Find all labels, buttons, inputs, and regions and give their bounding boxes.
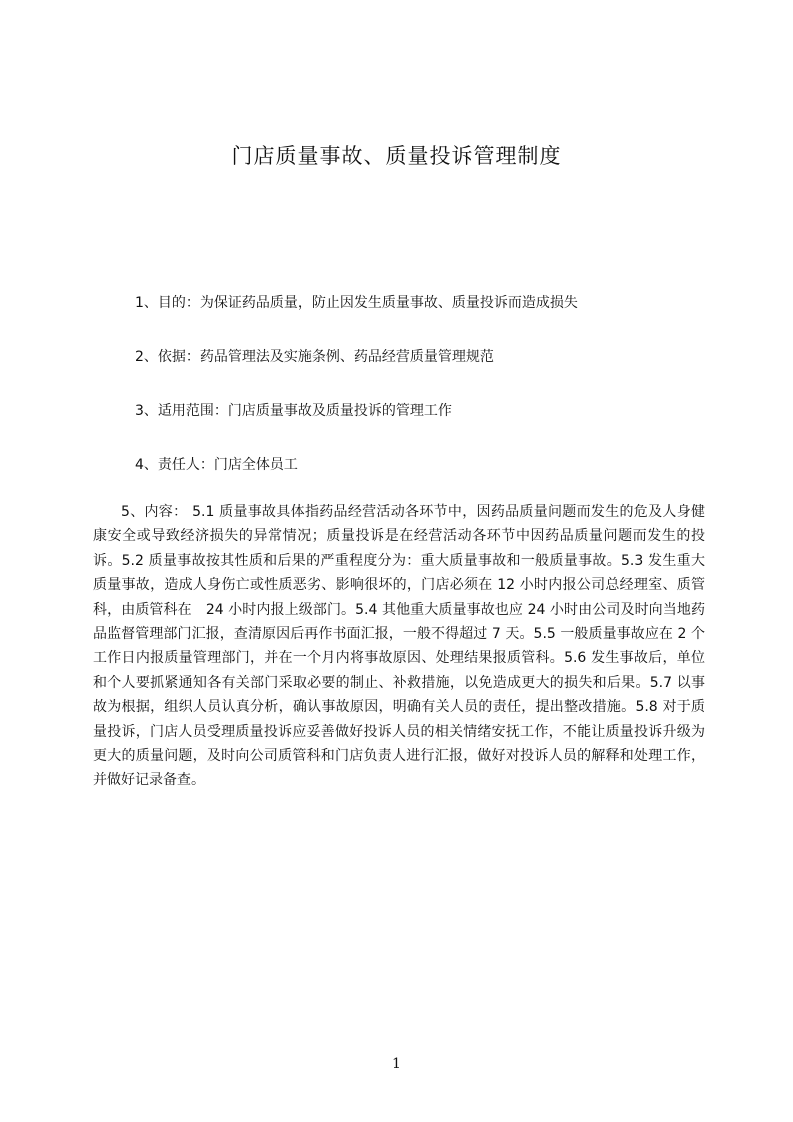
scope-item: 3、适用范围：门店质量事故及质量投诉的管理工作 [135,403,452,419]
responsible-item: 4、责任人：门店全体员工 [135,457,298,473]
content-paragraph: 5、内容： 5.1 质量事故具体指药品经营活动各环节中，因药品质量问题而发生的危及人身健康安全或导致经济损失的异常情况；质量投诉是在经营活动各环节中因药品质量问题而发生的投诉。5.2 质量事故按其性质和后果的严重程度分为：重大质量事故和一般质量事故。5.3 发生重大质量事故，造成人身伤亡或性质恶劣、影响很坏的，门店必须在 12 小时内报公司总经理室、质管科，由质管科在 24 小时内报上级部门。5.4 其他重大质量事故也应 24 小时由公司及时向当地药品监督管理部门汇报，查清原因后再作书面汇报，一般不得超过 7 天。5.5 一般质量事故应在 2 个工作日内报质量管理部门，并在一个月内将事故原因、处理结果报质管科。5.6 发生事故后，单位和个人要抓紧通知各有关部门采取必要的制止、补救措施，以免造成更大的损失和后果。5.7 以事故为根据，组织人员认真分析，确认事故原因，明确有关人员的责任，提出整改措施。5.8 对于质量投诉，门店人员受理质量投诉应妥善做好投诉人员的相关情绪安抚工作，不能让质量投诉升级为更大的质量问题，及时向公司质管科和门店负责人进行汇报，做好对投诉人员的解释和处理工作，并做好记录备查。 [93,504,705,789]
document-title: 门店质量事故、质量投诉管理制度 [231,144,562,168]
basis-item: 2、依据：药品管理法及实施条例、药品经营质量管理规范 [135,349,494,365]
purpose-item: 1、目的：为保证药品质量，防止因发生质量事故、质量投诉而造成损失 [135,295,578,311]
page-number: 1 [392,1056,401,1072]
